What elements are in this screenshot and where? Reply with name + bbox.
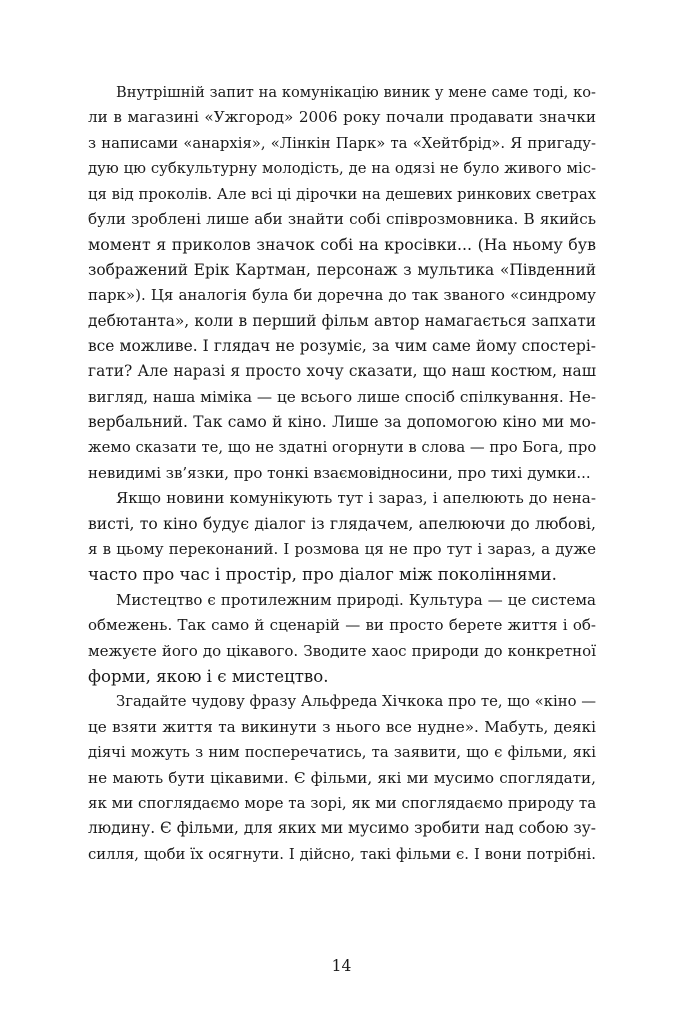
text-line: вербальний. Так само й кіно. Лише за допомогою кіно ми мо-	[88, 413, 596, 432]
text-line: Якщо новини комунікують тут і зараз, і апелюють до нена-	[116, 489, 596, 508]
text-line: гати? Але наразі я просто хочу сказати, що наш костюм, наш	[88, 362, 596, 381]
paragraph-1	[88, 80, 596, 486]
text-line: Внутрішній запит на комунікацію виник у мене саме тоді, ко-	[116, 84, 596, 101]
text-line: людину. Є фільми, для яких ми мусимо зробити над собою зу-	[88, 819, 596, 838]
paragraph-2	[88, 486, 596, 588]
text-line: ли в магазині «Ужгород» 2006 року почали продавати значки	[88, 108, 596, 127]
text-line: силля, щоби їх осягнути. І дійсно, такі фільми є. І вони потрібні.	[88, 845, 596, 863]
text-line: парк»). Ця аналогія була би доречна до так званого «синдрому	[88, 286, 596, 305]
text-line: вигляд, наша міміка — це всього лише спосіб спілкування. Не-	[88, 387, 596, 406]
page-number: 14	[331, 957, 352, 975]
text-line: з написами «анархія», «Лінкін Парк» та «Хейтбрід». Я пригаду-	[88, 134, 596, 152]
text-line: ця від проколів. Але всі ці дірочки на дешевих ринкових светрах	[88, 185, 596, 203]
text-line: форми, якою і є мистецтво.	[88, 666, 329, 686]
paragraph-3	[88, 588, 596, 690]
text-line: жемо сказати те, що не здатні огорнути в слова — про Бога, про	[88, 439, 597, 457]
text-line: межуєте його до цікавого. Зводите хаос природи до конкретної	[88, 641, 596, 660]
text-line: обмежень. Так само й сценарій — ви просто берете життя і об-	[88, 616, 596, 635]
text-line: це взяти життя та викинути з нього все нудне». Мабуть, деякі	[88, 717, 596, 736]
text-line: момент я приколов значок собі на кросівки... (На ньому був	[88, 235, 596, 255]
text-line: висті, то кіно будує діалог із глядачем, апелюючи до любові,	[88, 514, 596, 533]
text-line: Мистецтво є протилежним природі. Культура — це система	[116, 590, 596, 609]
text-line: зображений Ерік Картман, персонаж з мультика «Південний	[88, 260, 596, 279]
text-line: часто про час і простір, про діалог між поколіннями.	[88, 565, 557, 585]
text-line: дебютанта», коли в перший фільм автор намагається запхати	[88, 311, 596, 330]
text-line: діячі можуть з ним посперечатись, та заявити, що є фільми, які	[88, 744, 596, 762]
text-line: як ми споглядаємо море та зорі, як ми споглядаємо природу та	[88, 793, 597, 812]
text-line: не мають бути цікавими. Є фільми, які ми мусимо споглядати,	[88, 768, 596, 787]
body-text	[88, 80, 596, 867]
paragraph-4	[88, 689, 596, 867]
text-line: невидимі зв’язки, про тонкі взаємовідносини, про тихі думки...	[88, 463, 591, 482]
text-line: я в цьому переконаний. І розмова ця не про тут і зараз, а дуже	[88, 540, 596, 559]
text-line: дую цю субкультурну молодість, де на одязі не було живого міс-	[88, 160, 596, 178]
text-line: були зроблені лише аби знайти собі співрозмовника. В якийсь	[88, 209, 596, 228]
text-line: Згадайте чудову фразу Альфреда Хічкока про те, що «кіно —	[116, 693, 596, 711]
text-line: все можливе. І глядач не розуміє, за чим саме йому спостері-	[88, 336, 596, 355]
